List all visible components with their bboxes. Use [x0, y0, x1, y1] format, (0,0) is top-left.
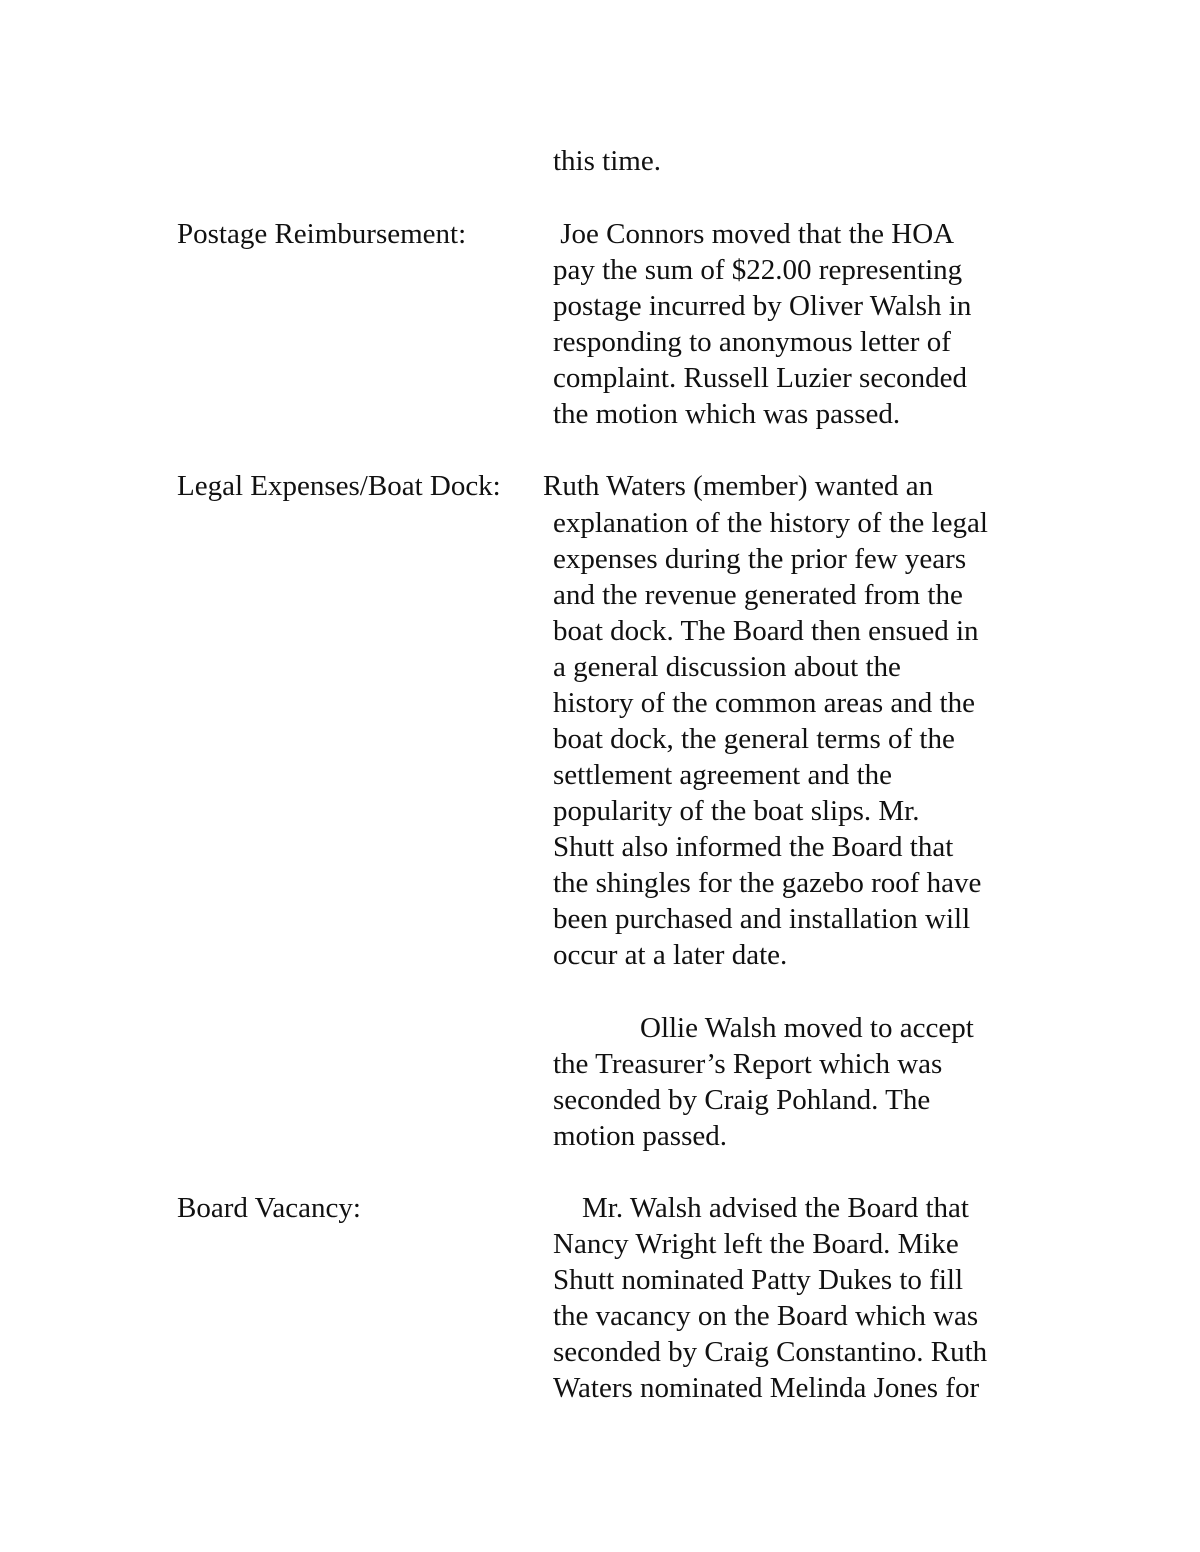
section-label-legal-expenses-boat-dock: Legal Expenses/Boat Dock: [177, 470, 501, 502]
paragraph-line: history of the common areas and the [553, 687, 975, 719]
paragraph-line: the motion which was passed. [553, 398, 901, 430]
continuation-line: this time. [553, 145, 661, 177]
paragraph-line: Shutt nominated Patty Dukes to fill [553, 1264, 964, 1296]
paragraph-line: boat dock, the general terms of the [553, 723, 955, 755]
paragraph-line: complaint. Russell Luzier seconded [553, 362, 967, 394]
paragraph-line: popularity of the boat slips. Mr. [553, 795, 920, 827]
paragraph-line: Ollie Walsh moved to accept [553, 1012, 974, 1044]
paragraph-line: the shingles for the gazebo roof have [553, 867, 982, 899]
section-label-board-vacancy: Board Vacancy: [177, 1192, 361, 1224]
paragraph-line: responding to anonymous letter of [553, 326, 951, 358]
paragraph-line: settlement agreement and the [553, 759, 892, 791]
paragraph-line: pay the sum of $22.00 representing [553, 254, 963, 286]
paragraph-line: Mr. Walsh advised the Board that [553, 1192, 969, 1224]
paragraph-line: the vacancy on the Board which was [553, 1300, 979, 1332]
paragraph-line: postage incurred by Oliver Walsh in [553, 290, 972, 322]
paragraph-line: been purchased and installation will [553, 903, 971, 935]
paragraph-line: boat dock. The Board then ensued in [553, 615, 979, 647]
paragraph-first-line: Ruth Waters (member) wanted an [543, 470, 934, 502]
paragraph-line: occur at a later date. [553, 939, 788, 971]
paragraph-line: seconded by Craig Constantino. Ruth [553, 1336, 988, 1368]
paragraph-line: Joe Connors moved that the HOA [553, 218, 955, 250]
paragraph-line: Waters nominated Melinda Jones for [553, 1372, 980, 1404]
section-label-postage-reimbursement: Postage Reimbursement: [177, 218, 467, 250]
paragraph-line: Nancy Wright left the Board. Mike [553, 1228, 959, 1260]
paragraph-line: seconded by Craig Pohland. The [553, 1084, 931, 1116]
paragraph-line: the Treasurer’s Report which was [553, 1048, 943, 1080]
paragraph-line: a general discussion about the [553, 651, 901, 683]
paragraph-line: explanation of the history of the legal [553, 507, 988, 539]
paragraph-line: Shutt also informed the Board that [553, 831, 954, 863]
paragraph-line: motion passed. [553, 1120, 727, 1152]
paragraph-line: and the revenue generated from the [553, 579, 963, 611]
paragraph-line: expenses during the prior few years [553, 543, 967, 575]
